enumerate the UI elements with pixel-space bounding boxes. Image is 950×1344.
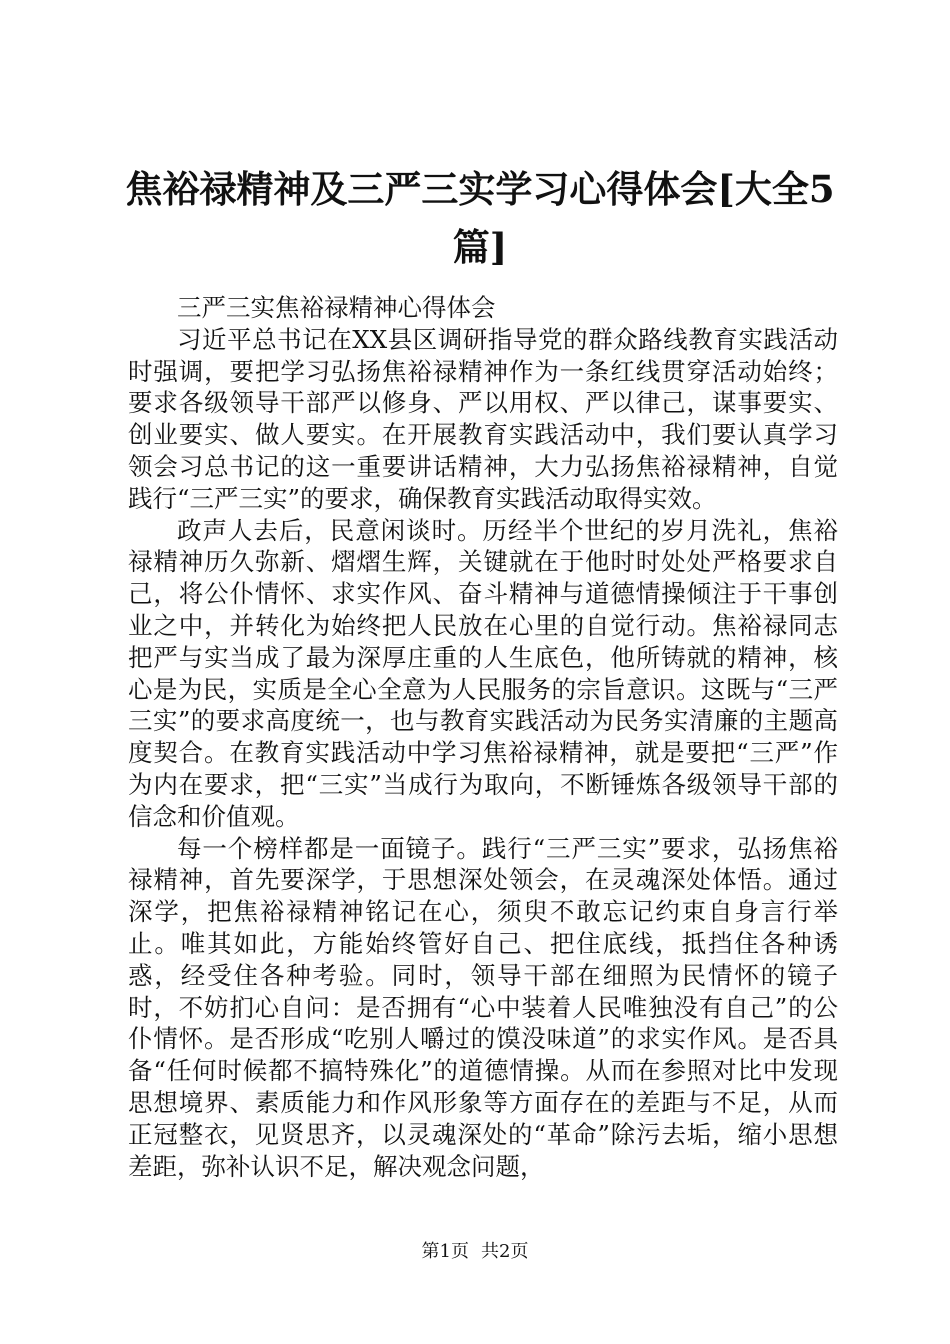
paragraph: 三严三实焦裕禄精神心得体会	[177, 293, 496, 322]
document-body	[128, 292, 838, 1182]
page-footer	[0, 1240, 950, 1264]
paragraph: 习近平总书记在XX县区调研指导党的群众路线教育实践活动时强调，要把学习弘扬焦裕禄精神作为一条红线贯穿活动始终；要求各级领导干部严以修身、严以用权、严以律己，谋事要实、创业要实、做人要实。在开展教育实践活动中，我们要认真学习领会习总书记的这一重要讲话精神，大力弘扬焦裕禄精神，自觉践行“三严三实”的要求，确保教育实践活动取得实效。	[128, 324, 838, 513]
paragraph: 政声人去后，民意闲谈时。历经半个世纪的岁月洗礼，焦裕禄精神历久弥新、熠熠生辉，关键就在于他时时处处严格要求自己，将公仆情怀、求实作风、奋斗精神与道德情操倾注于干事创业之中，并转化为始终把人民放在心里的自觉行动。焦裕禄同志把严与实当成了最为深厚庄重的人生底色，他所铸就的精神，核心是为民，实质是全心全意为人民服务的宗旨意识。这既与“三严三实”的要求高度统一，也与教育实践活动为民务实清廉的主题高度契合。在教育实践活动中学习焦裕禄精神，就是要把“三严”作为内在要求，把“三实”当成行为取向，不断锤炼各级领导干部的信念和价值观。	[128, 515, 838, 831]
document-title: 焦裕禄精神及三严三实学习心得体会[大全5篇]	[125, 167, 835, 269]
page-total: 共2页	[481, 1241, 529, 1262]
paragraph: 每一个榜样都是一面镜子。践行“三严三实”要求，弘扬焦裕禄精神，首先要深学，于思想深处领会，在灵魂深处体悟。通过深学，把焦裕禄精神铭记在心，须臾不敢忘记约束自身言行举止。唯其如此，方能始终管好自己、把住底线，抵挡住各种诱惑，经受住各种考验。同时，领导干部在细照为民情怀的镜子时，不妨扪心自问：是否拥有“心中装着人民唯独没有自己”的公仆情怀。是否形成“吃别人嚼过的馍没味道”的求实作风。是否具备“任何时候都不搞特殊化”的道德情操。从而在参照对比中发现思想境界、素质能力和作风形象等方面存在的差距与不足，从而正冠整衣，见贤思齐，以灵魂深处的“革命”除污去垢，缩小思想差距，弥补认识不足，解决观念问题，	[128, 833, 838, 1181]
page-number: 第1页	[421, 1241, 469, 1262]
